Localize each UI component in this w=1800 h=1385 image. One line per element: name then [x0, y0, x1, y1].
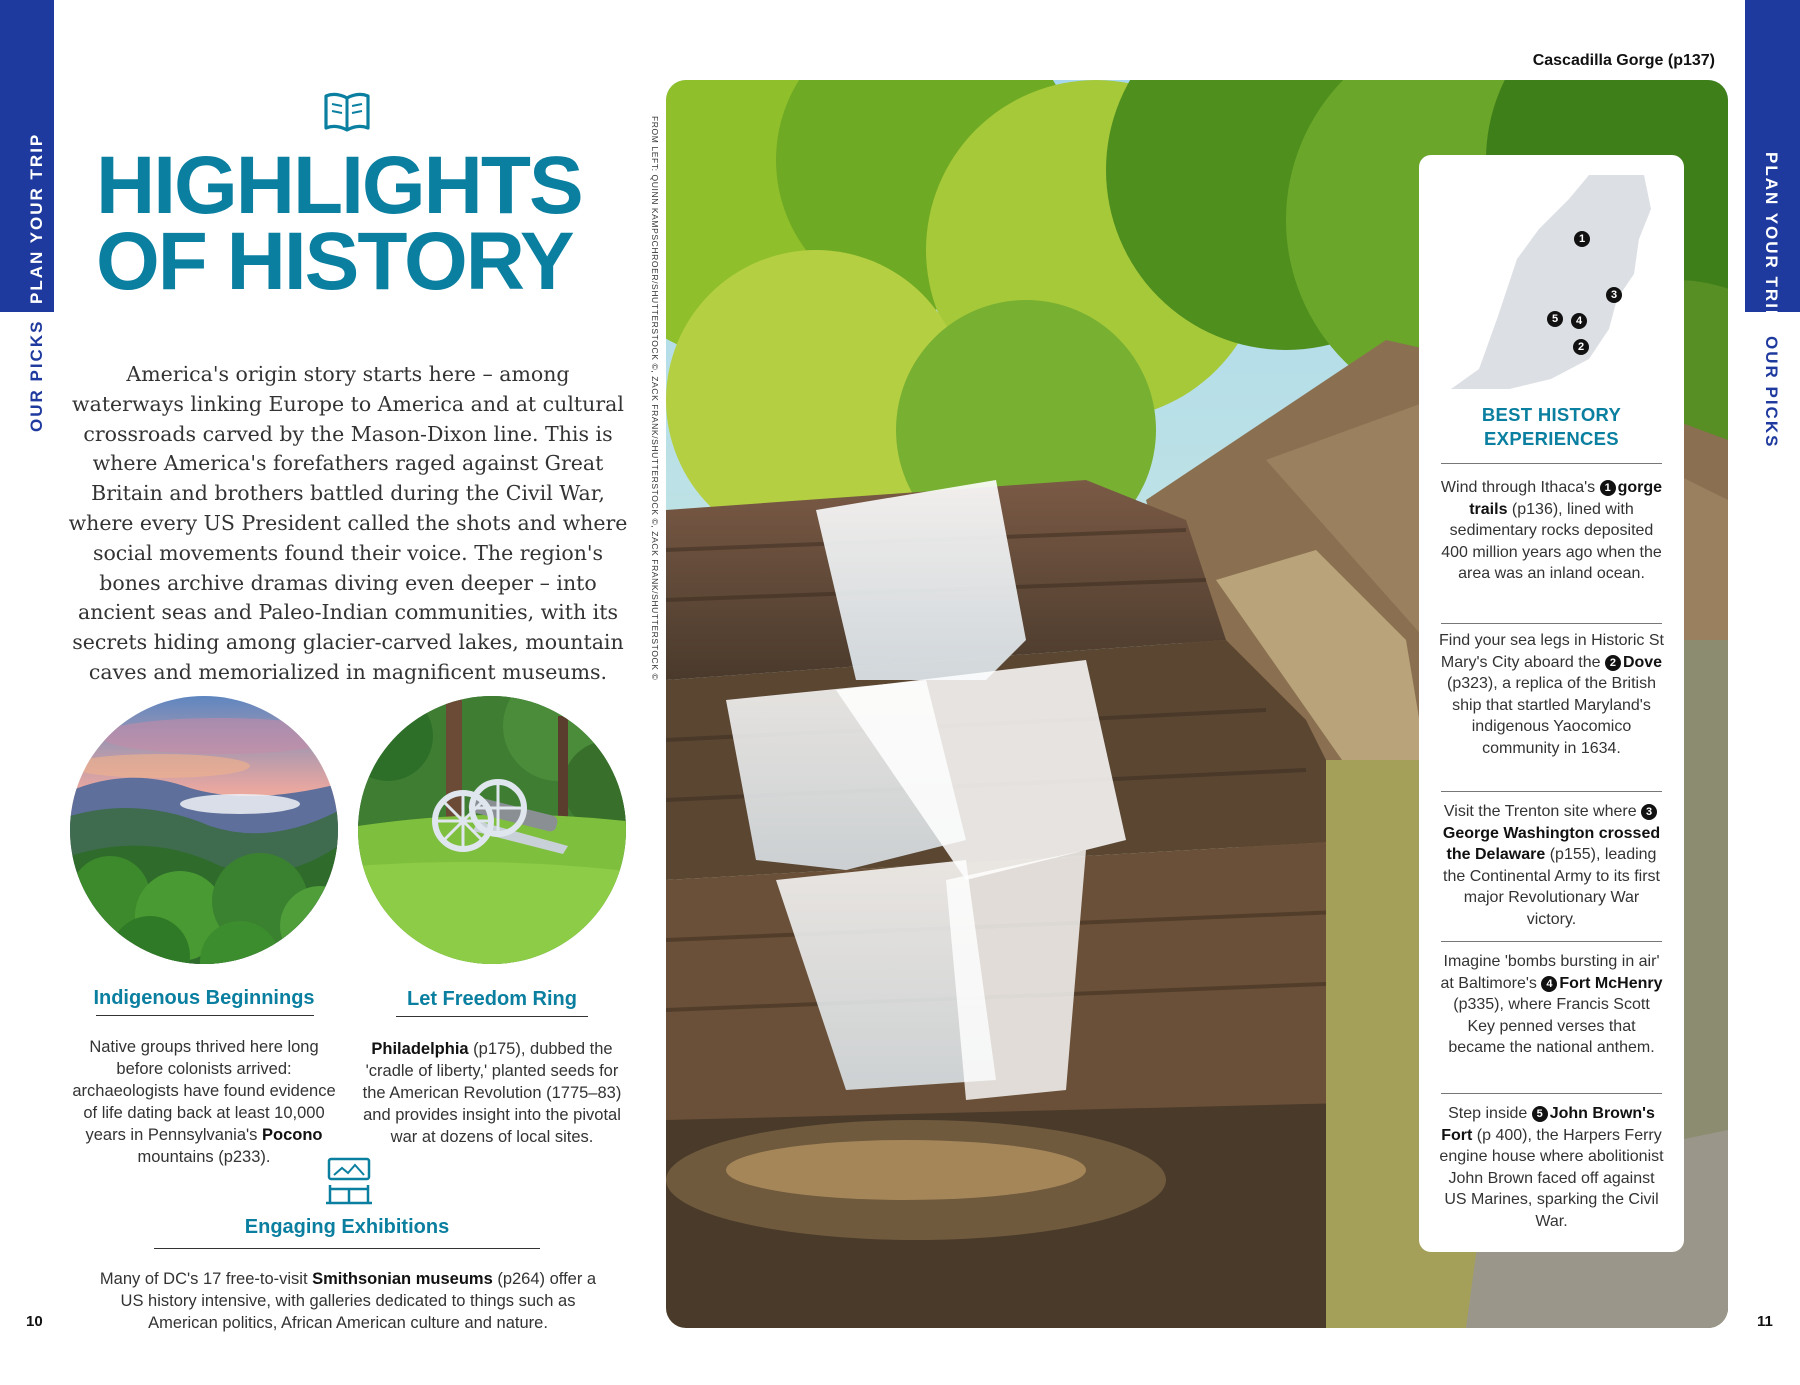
freedom-rule: [396, 1016, 588, 1017]
left-page-number: 10: [26, 1313, 43, 1330]
left-tab-picks-label: OUR PICKS: [27, 319, 46, 432]
freedom-heading: Let Freedom Ring: [406, 988, 577, 1010]
page-title-line1: HIGHLIGHTS: [96, 140, 582, 231]
exhibitions-text-bold: Smithsonian museums: [312, 1270, 493, 1288]
experience-item: [1439, 630, 1664, 759]
map-markers: [1439, 169, 1664, 389]
card-divider: [1441, 623, 1662, 624]
freedom-text: [358, 1038, 626, 1148]
page-title-line2: OF HISTORY: [96, 216, 573, 307]
experience-3-number: 3: [1641, 804, 1657, 820]
experience-3-post: (p155), leading the Continental Army to its first major Revolutionary War victory.: [1443, 846, 1660, 928]
museum-exhibit-icon: [324, 1157, 374, 1207]
experience-item: [1439, 951, 1664, 1059]
page-title: [96, 140, 636, 307]
experience-2-post: (p323), a replica of the British ship that startled Maryland's indigenous Yaocomico community in 1634.: [1447, 675, 1656, 757]
card-title-line2: EXPERIENCES: [1484, 428, 1619, 449]
experience-5-post: (p 400), the Harpers Ferry engine house where abolitionist John Brown faced off against US Marines, sparking the Civil War.: [1439, 1126, 1664, 1230]
book-icon: [322, 88, 372, 136]
photo-credit: FROM LEFT: QUINN KAMPSCHROER/SHUTTERSTOCK ©, ZACK FRANK/SHUTTERSTOCK ©, ZACK FRANK/SHUTTERSTOCK ©: [650, 116, 660, 681]
card-divider: [1441, 1093, 1662, 1094]
experience-4-pre: Imagine 'bombs bursting in air' at Baltimore's: [1440, 953, 1660, 992]
photo-caption: Cascadilla Gorge (p137): [1532, 52, 1715, 69]
map-marker-4: 4: [1571, 313, 1587, 329]
experience-1-post: (p136), lined with sedimentary rocks deposited 400 million years ago when the area was an inland ocean.: [1441, 500, 1662, 582]
experience-item: [1439, 801, 1664, 930]
indigenous-heading: Indigenous Beginnings: [93, 987, 315, 1009]
experience-3-pre: Visit the Trenton site where: [1443, 803, 1642, 820]
indigenous-text-a: Native groups thrived here long before colonists arrived: archaeologists have found evidence of life dating back at least 10,000 years in Pennsylvania's: [72, 1038, 336, 1144]
experience-item: [1439, 1103, 1664, 1232]
indigenous-text-b: mountains (p233).: [137, 1148, 271, 1166]
freedom-text-bold: Philadelphia: [371, 1040, 469, 1058]
mountain-sunset-photo: [70, 696, 338, 964]
experience-1-pre: Wind through Ithaca's: [1440, 479, 1600, 496]
experience-4-bold: Fort McHenry: [1559, 974, 1663, 992]
map-marker-3: 3: [1606, 287, 1622, 303]
experience-1-bold: gorge trails: [1469, 479, 1663, 518]
card-title: [1419, 403, 1684, 451]
exhibitions-text: [88, 1268, 608, 1334]
indigenous-rule: [96, 1015, 314, 1016]
exhibitions-text-a: Many of DC's 17 free-to-visit: [99, 1270, 313, 1288]
map-marker-2: 2: [1573, 339, 1589, 355]
card-divider: [1441, 463, 1662, 464]
exhibitions-text-b: (p264) offer a US history intensive, with galleries dedicated to things such as American politics, African American culture and nature.: [120, 1270, 597, 1332]
indigenous-text-bold: Pocono: [262, 1126, 323, 1144]
experience-2-number: 2: [1605, 655, 1621, 671]
experience-2-bold: Dove: [1622, 653, 1663, 671]
experience-5-bold: John Brown's Fort: [1441, 1105, 1655, 1144]
right-tab-plan-label: PLAN YOUR TRIP: [1762, 152, 1781, 324]
best-experiences-card: [1419, 155, 1684, 1252]
intro-paragraph: America's origin story starts here – among waterways linking Europe to America and at cultural crossroads carved by the Mason-Dixon line. This is where America's forefathers raged against Great Britain and brothers battled during the Civil War, where every US President called the shots and where social movements found their voice. The region's bones archive dramas diving even deeper – into ancient seas and Paleo-Indian communities, with its secrets hiding among glacier-carved lakes, mountain caves and memorialized in magnificent museums.: [68, 362, 628, 684]
experience-3-bold: George Washington crossed the Delaware: [1442, 824, 1661, 863]
right-tab-picks-label: OUR PICKS: [1762, 336, 1781, 449]
right-page-number: 11: [1757, 1313, 1773, 1330]
experience-1-number: 1: [1600, 480, 1616, 496]
indigenous-text: [68, 1036, 340, 1168]
map-marker-1: 1: [1574, 231, 1590, 247]
exhibitions-rule: [154, 1248, 540, 1249]
map-marker-5: 5: [1547, 311, 1563, 327]
experience-4-post: (p335), where Francis Scott Key penned verses that became the national anthem.: [1448, 996, 1655, 1056]
card-divider: [1441, 941, 1662, 942]
region-map: [1439, 169, 1664, 389]
experience-2-pre: Find your sea legs in Historic St Mary's City aboard the: [1439, 632, 1664, 671]
card-divider: [1441, 791, 1662, 792]
left-tab-plan-label: PLAN YOUR TRIP: [27, 132, 46, 304]
cannon-photo: [358, 696, 626, 964]
experience-5-pre: Step inside: [1448, 1105, 1532, 1122]
freedom-text-body: (p175), dubbed the 'cradle of liberty,' planted seeds for the American Revolution (1775–83) and provides insight into the pivotal war at dozens of local sites.: [362, 1040, 622, 1146]
card-title-line1: BEST HISTORY: [1481, 404, 1622, 425]
experience-5-number: 5: [1532, 1106, 1548, 1122]
experience-item: [1439, 477, 1664, 585]
exhibitions-heading: Engaging Exhibitions: [244, 1216, 450, 1238]
experience-4-number: 4: [1541, 976, 1557, 992]
